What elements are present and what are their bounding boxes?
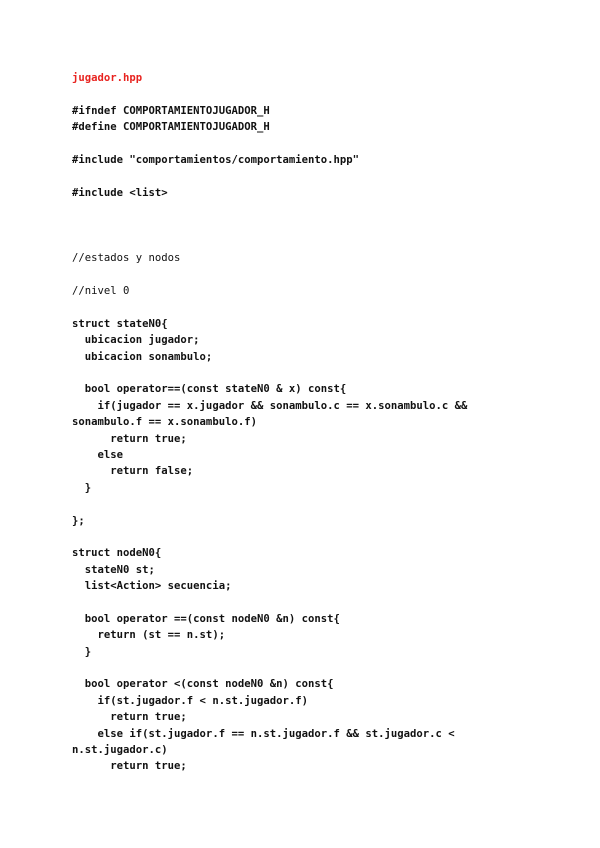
code-line: else (72, 448, 124, 461)
blank-line (72, 136, 532, 152)
code-line: }; (72, 514, 85, 527)
code-line: #define COMPORTAMIENTOJUGADOR_H (72, 121, 270, 134)
code-comment: //nivel 0 (72, 285, 130, 298)
code-line: n.st.jugador.c) (72, 744, 168, 757)
blank-line (72, 660, 532, 676)
blank-line (72, 234, 532, 250)
code-line: struct nodeN0{ (72, 547, 162, 560)
blank-line (72, 529, 532, 545)
blank-line (72, 496, 532, 512)
file-title: jugador.hpp (72, 72, 143, 84)
code-line: #include "comportamientos/comportamiento.hpp" (72, 153, 360, 166)
code-line: } (72, 645, 92, 658)
blank-line (72, 299, 532, 315)
code-line: bool operator ==(const nodeN0 &n) const{ (72, 612, 340, 625)
code-line: stateN0 st; (72, 563, 155, 576)
blank-line (72, 365, 532, 381)
code-line: sonambulo.f == x.sonambulo.f) (72, 416, 257, 429)
blank-line (72, 595, 532, 611)
code-line: #include <list> (72, 186, 168, 199)
blank-line (72, 201, 532, 217)
code-comment: //estados y nodos (72, 252, 181, 265)
code-line: if(jugador == x.jugador && sonambulo.c == x.sonambulo.c && (72, 399, 468, 412)
blank-line (72, 168, 532, 184)
code-line: return true; (72, 711, 187, 724)
code-line: } (72, 481, 92, 494)
code-line: #ifndef COMPORTAMIENTOJUGADOR_H (72, 104, 270, 117)
code-line: ubicacion sonambulo; (72, 350, 213, 363)
code-line: return (st == n.st); (72, 629, 226, 642)
code-line: return true; (72, 760, 187, 773)
code-line: list<Action> secuencia; (72, 580, 232, 593)
code-line: bool operator==(const stateN0 & x) const{ (72, 383, 347, 396)
code-line: if(st.jugador.f < n.st.jugador.f) (72, 694, 308, 707)
code-line: bool operator <(const nodeN0 &n) const{ (72, 678, 334, 691)
code-line: return true; (72, 432, 187, 445)
code-line: return false; (72, 465, 194, 478)
blank-line (72, 218, 532, 234)
code-listing (72, 70, 532, 775)
blank-line (72, 86, 532, 102)
code-line: struct stateN0{ (72, 317, 168, 330)
code-line: else if(st.jugador.f == n.st.jugador.f && st.jugador.c < (72, 727, 455, 740)
code-line: ubicacion jugador; (72, 334, 200, 347)
blank-line (72, 267, 532, 283)
